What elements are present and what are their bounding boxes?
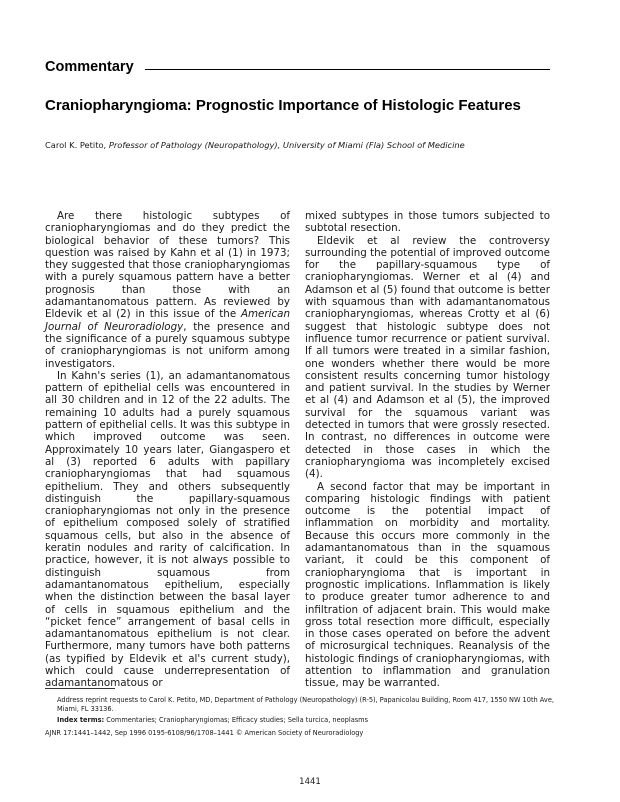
footnote-rule xyxy=(45,688,115,689)
author-name: Carol K. Petito, xyxy=(45,140,107,150)
section-label: Commentary xyxy=(45,59,134,75)
section-rule xyxy=(145,69,550,70)
author-affiliation: Professor of Pathology (Neuropathology), University of Miami (Fla) School of Medicine xyxy=(108,140,465,150)
right-column xyxy=(305,210,550,690)
index-terms xyxy=(45,716,560,725)
index-terms-label: Index terms: xyxy=(57,716,105,724)
article-title: Craniopharyngioma: Prognostic Importance of Histologic Features xyxy=(45,97,521,114)
paragraph: A second factor that may be important in comparing histologic findings with patient outcome is the potential impact of inflammation on morbidity and mortality. Because this occurs more commonly in the adamantanomatous than in the squamous variant, it could be this component of craniopharyngioma that is important in prognostic implications. Inflammation is likely to produce greater tumor adherence to and infiltration of adjacent brain. This would make gross total resection more difficult, especially in those cases operated on before the advent of microsurgical techniques. Reanalysis of the histologic findings of craniopharyngiomas, with attention to inflammation and granulation tissue, may be warranted. xyxy=(305,480,550,690)
page-number: 1441 xyxy=(299,777,321,787)
byline xyxy=(45,139,585,151)
section-header xyxy=(45,57,550,77)
paragraph-text: , the presence and the significance of a purely squamous subtype of craniopharyngiomas is not uniform among investigators. xyxy=(45,320,290,370)
left-column xyxy=(45,210,290,690)
reprint-address: Address reprint requests to Carol K. Petito, MD, Department of Pathology (Neuropathology) (R-5), Papanicolau Building, Room 417, 1550 NW 10th Ave, Miami, FL 33136. xyxy=(57,696,554,713)
journal-name: American Journal of Neuroradiology xyxy=(45,308,290,333)
paragraph: Eldevik et al review the controversy surrounding the potential of improved outcome for the papillary-squamous type of craniopharyngiomas. Werner et al (4) and Adamson et al (5) found that outcome is better with squamous than with adamantanomatous craniopharyngiomas, whereas Crotty et al (6) suggest that histologic subtype does not influence tumor recurrence or patient survival. If all tumors were treated in a similar fashion, one wonders whether there would be more consistent results concerning tumor histology and patient survival. In the studies by Werner et al (4) and Adamson et al (5), the improved survival for the squamous variant was detected in tumors that were grossly resected. In contrast, no differences in outcome were detected in those cases in which the craniopharyngioma was incompletely excised (4). xyxy=(305,234,550,481)
paragraph-text: Are there histologic subtypes of craniopharyngiomas and do they predict the biological behavior of these tumors? This question was raised by Kahn et al (1) in 1973; they suggested that those craniopharyngiomas with a purely squamous pattern have a better prognosis than those with an adamantanomatous pattern. As reviewed by Eldevik et al (2) in this issue of the xyxy=(45,210,290,321)
footnotes xyxy=(45,696,560,740)
paragraph: In Kahn's series (1), an adamantanomatous pattern of epithelial cells was encountered in all 30 children and in 12 of the 22 adults. The remaining 10 adults had a purely squamous pattern of epithelial cells. It was this subtype in which improved outcome was seen. Approximately 10 years later, Giangaspero et al (3) reported 6 adults with papillary craniopharyngiomas that had squamous epithelium. They and others subsequently distinguish the papillary-squamous craniopharyngiomas not only in the presence of epithelium composed solely of stratified squamous cells, but also in the absence of keratin nodules and rarity of calcification. In practice, however, it is not always possible to distinguish squamous from adamantanomatous epithelium, especially when the distinction between the basal layer of cells in squamous epithelium and the “picket fence” arrangement of basal cells in adamantanomatous epithelium is not clear. Furthermore, many tumors have both patterns (as typified by Eldevik et al's current study), which could cause underrepresentation of adamantanomatous or xyxy=(45,369,290,690)
index-terms-list: Commentaries; Craniopharyngiomas; Efficacy studies; Sella turcica, neoplasms xyxy=(104,716,369,724)
paragraph xyxy=(45,210,290,370)
journal-citation: AJNR 17:1441–1442, Sep 1996 0195-6108/96/1708–1441 © American Society of Neuroradiology xyxy=(45,729,364,737)
paragraph: mixed subtypes in those tumors subjected to subtotal resection. xyxy=(305,210,550,235)
